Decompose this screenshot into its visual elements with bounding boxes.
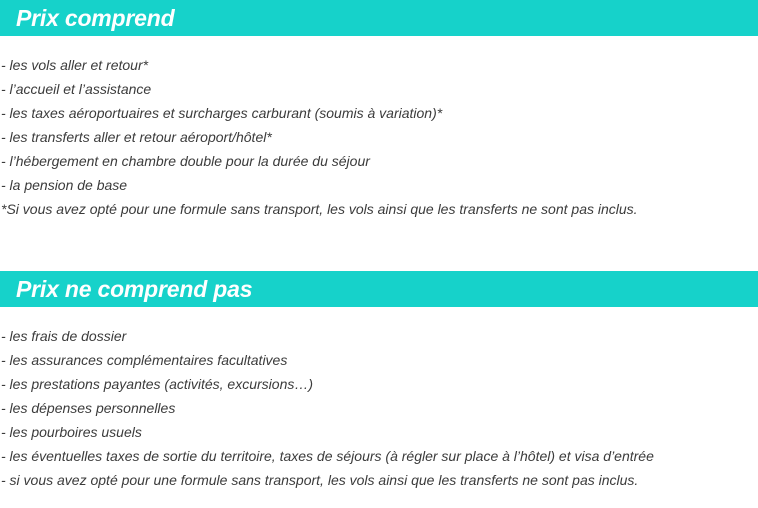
list-item: - l’hébergement en chambre double pour la durée du séjour (1, 153, 370, 169)
list-item: - les vols aller et retour* (1, 57, 149, 73)
price-includes-list (0, 53, 758, 221)
price-excludes-title: Prix ne comprend pas (16, 276, 253, 302)
list-item: - les assurances complémentaires facultatives (1, 352, 288, 368)
list-item: - l’accueil et l’assistance (1, 81, 152, 97)
price-excludes-section (0, 271, 758, 492)
price-includes-banner (0, 0, 758, 36)
price-excludes-list (0, 324, 758, 492)
price-excludes-banner (0, 271, 758, 307)
list-item: - les frais de dossier (1, 328, 127, 344)
list-item: - les pourboires usuels (1, 424, 142, 440)
list-item: - les éventuelles taxes de sortie du territoire, taxes de séjours (à régler sur place à l’hôtel) et visa d’entrée (1, 448, 654, 464)
price-includes-section (0, 0, 758, 221)
list-item: - les transferts aller et retour aéroport/hôtel* (1, 129, 272, 145)
list-item: - les dépenses personnelles (1, 400, 176, 416)
list-item: - si vous avez opté pour une formule sans transport, les vols ainsi que les transferts ne sont pas inclus. (1, 472, 639, 488)
list-item: - la pension de base (1, 177, 128, 193)
price-includes-title: Prix comprend (16, 5, 175, 31)
list-item: - les prestations payantes (activités, excursions…) (1, 376, 314, 392)
footnote: *Si vous avez opté pour une formule sans transport, les vols ainsi que les transferts ne sont pas inclus. (1, 201, 638, 217)
list-item: - les taxes aéroportuaires et surcharges carburant (soumis à variation)* (1, 105, 443, 121)
